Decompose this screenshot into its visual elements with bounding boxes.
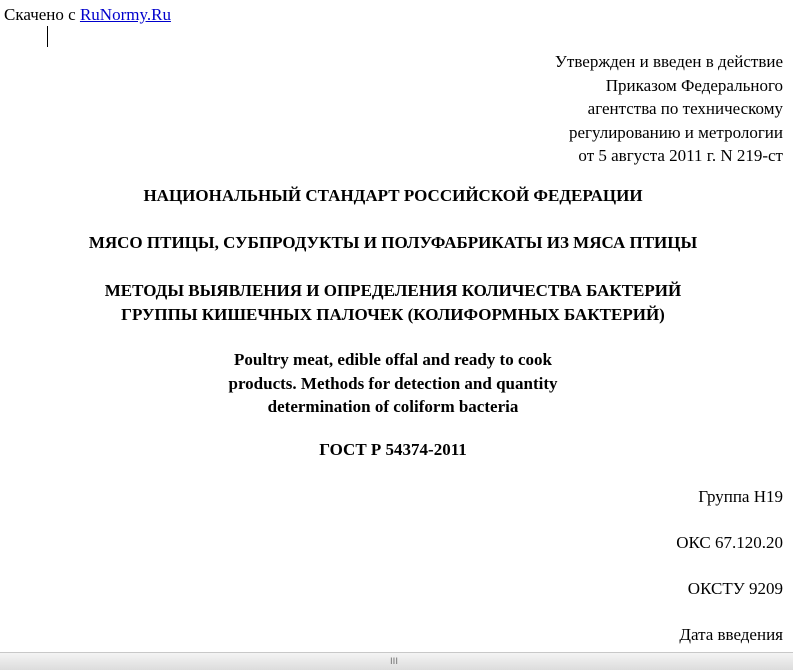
group-code: Группа Н19 (698, 487, 783, 506)
method-title-line: МЕТОДЫ ВЫЯВЛЕНИЯ И ОПРЕДЕЛЕНИЯ КОЛИЧЕСТВА БАКТЕРИЙ (104, 281, 682, 300)
standard-title: НАЦИОНАЛЬНЫЙ СТАНДАРТ РОССИЙСКОЙ ФЕДЕРАЦИИ (143, 186, 643, 205)
runormy-link[interactable]: RuNormy.Ru (79, 5, 171, 24)
okstu-code: ОКСТУ 9209 (687, 579, 783, 598)
english-title-line: Poultry meat, edible offal and ready to cook (234, 350, 552, 369)
method-title-line: ГРУППЫ КИШЕЧНЫХ ПАЛОЧЕК (КОЛИФОРМНЫХ БАКТЕРИЙ) (121, 304, 665, 324)
approval-block (555, 50, 783, 168)
download-source-line (4, 5, 171, 25)
subject-title: МЯСО ПТИЦЫ, СУБПРОДУКТЫ И ПОЛУФАБРИКАТЫ ИЗ МЯСА ПТИЦЫ (88, 233, 698, 252)
english-title-line: determination of coliform bacteria (267, 397, 519, 416)
approval-line: Приказом Федерального (605, 75, 783, 95)
text-cursor (47, 26, 48, 47)
horizontal-scrollbar[interactable] (0, 652, 793, 670)
oks-code: ОКС 67.120.20 (676, 533, 783, 552)
english-title-line: products. Methods for detection and quantity (228, 373, 558, 393)
scrollbar-grip-icon[interactable]: III (390, 657, 398, 667)
english-title (0, 348, 786, 419)
approval-line: агентства по техническому (587, 99, 783, 118)
gost-number: ГОСТ Р 54374-2011 (319, 440, 467, 459)
approval-line: регулированию и метрологии (568, 122, 783, 142)
intro-date-label: Дата введения (679, 625, 783, 644)
method-title (0, 279, 786, 326)
approval-line: от 5 августа 2011 г. N 219-ст (578, 146, 783, 165)
approval-line: Утвержден и введен в действие (554, 52, 783, 71)
download-prefix: Скачено с (4, 5, 80, 24)
